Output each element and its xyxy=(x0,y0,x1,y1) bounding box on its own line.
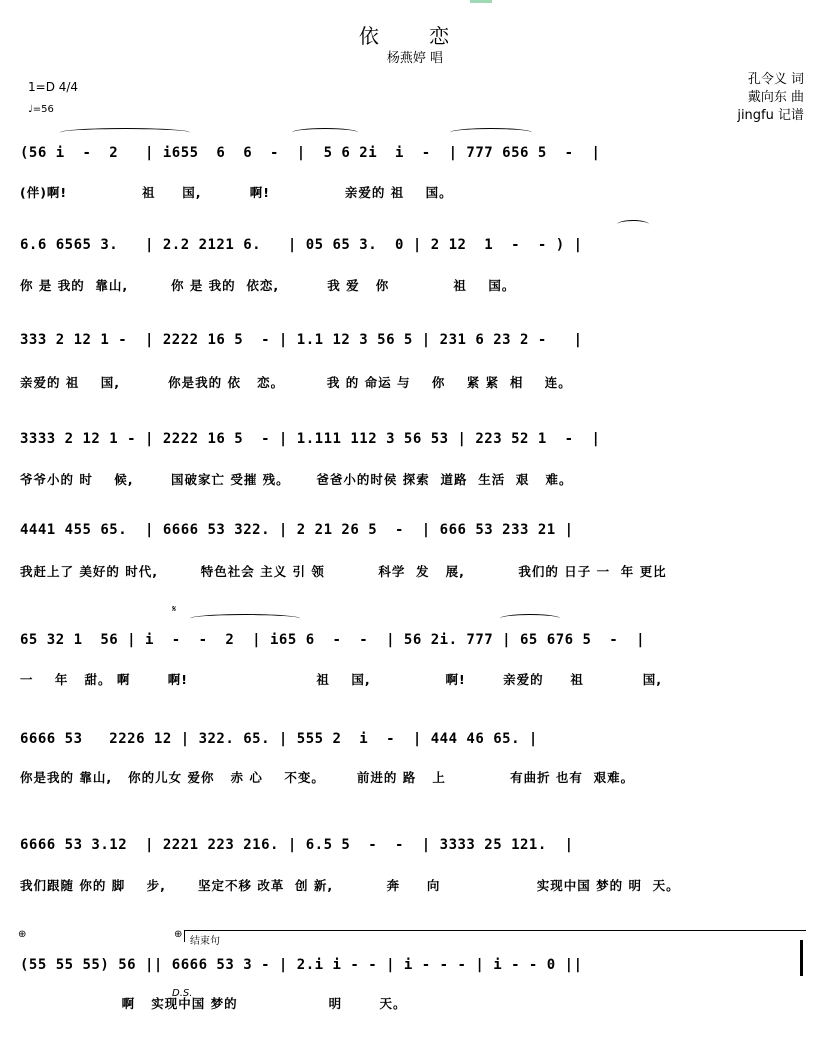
notation-line-4: 3333 2 12 1 - | 2222 16 5 - | 1.111 112 3 56 53 | 223 52 1 - | xyxy=(20,431,601,447)
notation-line-1: (56 i - 2 | i655 6 6 - | 5 6 2i i - | 777 656 5 - | xyxy=(20,145,601,161)
slur xyxy=(60,128,190,137)
slur xyxy=(450,128,532,137)
segno-sign: 𝄋 xyxy=(172,604,177,615)
key-signature: 1=D 4/4 xyxy=(28,80,79,94)
ending-bracket xyxy=(184,930,806,931)
coda-sign: ⊕ xyxy=(174,929,183,940)
lyricist-credit: 孔令义 词 xyxy=(747,72,804,87)
lyrics-line-1: (伴)啊! 祖 国, 啊! 亲爱的 祖 国。 xyxy=(20,185,453,200)
top-accent-line xyxy=(470,0,492,3)
final-barline xyxy=(800,940,803,976)
notation-line-5: 4441 455 65. | 6666 53 322. | 2 21 26 5 - | 666 53 233 21 | xyxy=(20,522,574,538)
ds-marking: D.S. xyxy=(172,988,193,999)
notation-line-2: 6.6 6565 3. | 2.2 2121 6. | 05 65 3. 0 | 2 12 1 - - ) | xyxy=(20,237,583,253)
lyrics-line-6: 一 年 甜。 啊 啊! 祖 国, 啊! 亲爱的 祖 国, xyxy=(20,672,663,687)
notation-line-8: 6666 53 3.12 | 2221 223 216. | 6.5 5 - - | 3333 25 121. | xyxy=(20,837,574,853)
lyrics-line-7: 你是我的 靠山, 你的儿女 爱你 赤 心 不变。 前进的 路 上 有曲折 也有 艰难。 xyxy=(20,770,635,785)
notation-line-9: (55 55 55) 56 || 6666 53 3 - | 2.i i - - | i - - - | i - - 0 || xyxy=(20,957,583,973)
slur xyxy=(500,614,560,623)
slur xyxy=(617,220,649,229)
singer-credit: 杨燕婷 唱 xyxy=(386,51,444,66)
ending-bracket xyxy=(184,930,185,942)
coda-sign: ⊕ xyxy=(18,929,27,940)
slur xyxy=(190,614,300,623)
transcriber-credit: jingfu 记谱 xyxy=(737,108,804,123)
lyrics-line-9: 啊 实现中国 梦的 明 天。 xyxy=(20,996,407,1011)
tempo-marking: ♩=56 xyxy=(28,104,54,115)
lyrics-line-4: 爷爷小的 时 候, 国破家亡 受摧 残。 爸爸小的时侯 探索 道路 生活 艰 难。 xyxy=(20,472,573,487)
lyrics-line-5: 我赶上了 美好的 时代, 特色社会 主义 引 领 科学 发 展, 我们的 日子 一 年 更比 xyxy=(20,564,667,579)
notation-line-6: 65 32 1 56 | i - - 2 | i65 6 - - | 56 2i. 777 | 65 676 5 - | xyxy=(20,632,646,648)
lyrics-line-3: 亲爱的 祖 国, 你是我的 依 恋。 我 的 命运 与 你 紧 紧 相 连。 xyxy=(20,375,572,390)
notation-line-7: 6666 53 2226 12 | 322. 65. | 555 2 i - | 444 46 65. | xyxy=(20,731,538,747)
slur xyxy=(292,128,358,137)
ending-label: 结束句 xyxy=(190,936,220,947)
notation-line-3: 333 2 12 1 - | 2222 16 5 - | 1.1 12 3 56 5 | 231 6 23 2 - | xyxy=(20,332,583,348)
song-title: 依 恋 xyxy=(358,24,472,48)
lyrics-line-2: 你 是 我的 靠山, 你 是 我的 依恋, 我 爱 你 祖 国。 xyxy=(20,278,516,293)
lyrics-line-8: 我们跟随 你的 脚 步, 坚定不移 改革 创 新, 奔 向 实现中国 梦的 明 天。 xyxy=(20,878,680,893)
composer-credit: 戴向东 曲 xyxy=(747,90,804,105)
